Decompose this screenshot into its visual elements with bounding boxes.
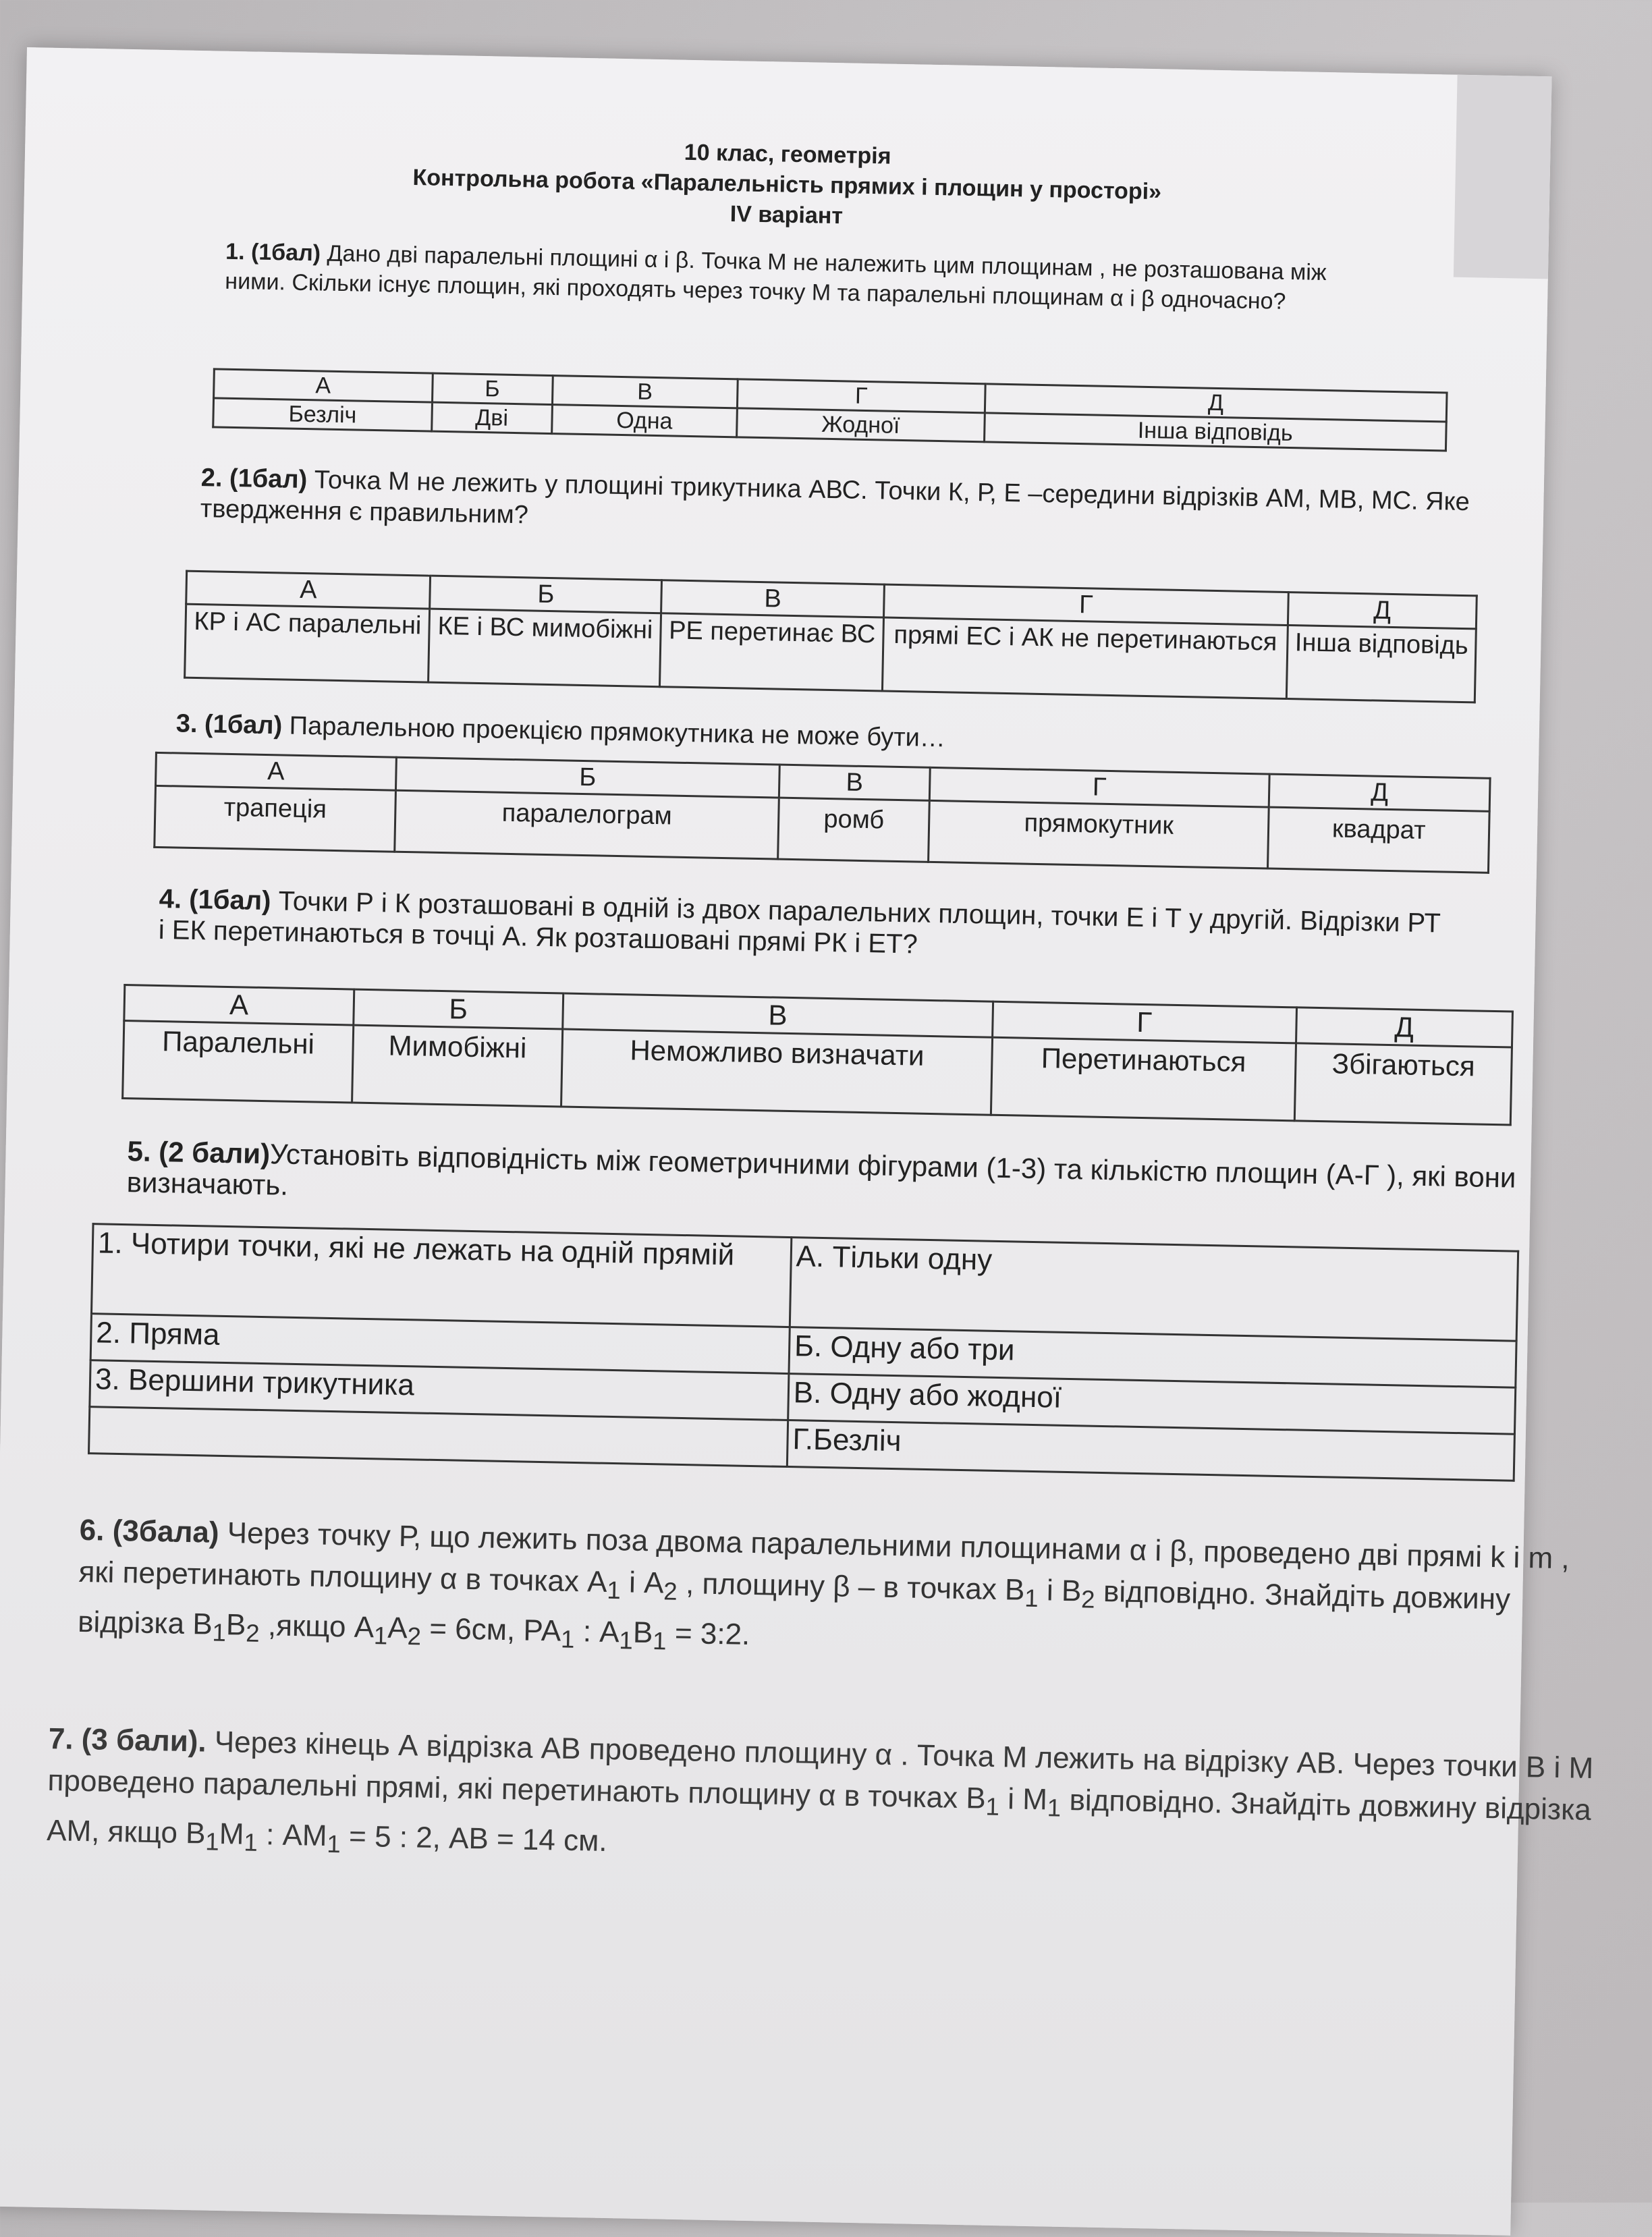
answer-header: Д (1296, 1007, 1512, 1047)
question-4-answers-table (121, 984, 1514, 1126)
answer-header: Д (1269, 774, 1490, 811)
header-class-subject: 10 клас, геометрія (684, 139, 891, 169)
question-6-number: 6. (3бала) (79, 1513, 220, 1549)
question-5-number: 5. (2 бали) (127, 1135, 271, 1170)
question-1-number: 1. (1бал) (225, 238, 321, 267)
answer-option: прямокутник (929, 800, 1269, 868)
answer-option: паралелограм (395, 790, 779, 859)
answer-header: Г (929, 767, 1269, 807)
answer-option: прямі ЕС і АК не перетинаються (883, 617, 1288, 698)
matching-left-cell: 3. Вершини трикутника (90, 1360, 789, 1420)
answer-header: А (124, 985, 354, 1026)
header-variant: IV варіант (729, 201, 844, 229)
question-4 (158, 883, 1441, 970)
answer-header: В (552, 376, 738, 408)
answer-header: А (156, 752, 397, 790)
answer-option: Інша відповідь (984, 413, 1446, 451)
question-2-text: Точка М не лежить у площині трикутника АВС. Точки К, Р, Е –середини відрізків АМ, МВ, МС. Яке твердження є правильним? (200, 466, 1470, 530)
question-7-number: 7. (3 бали). (48, 1722, 207, 1759)
question-6-text: Через точку Р, що лежить поза двома паралельними площинами α і β, проведено дві прямі k і m , які перетинають площину α в точках А (78, 1516, 1570, 1599)
answer-header: Г (884, 584, 1289, 625)
question-3 (175, 708, 1323, 761)
answer-option: Жодної (737, 408, 985, 442)
question-1-answers-table (212, 368, 1448, 451)
matching-right-cell: В. Одну або жодної (788, 1374, 1516, 1435)
answer-header: В (779, 765, 930, 800)
answer-option: Перетинаються (991, 1037, 1296, 1121)
question-2-answers-table (184, 570, 1478, 704)
answer-option: РЕ перетинає ВС (660, 613, 884, 691)
answer-option: Неможливо визначати (561, 1029, 992, 1115)
answer-option: трапеція (155, 785, 395, 852)
answer-header: Б (430, 576, 662, 613)
answer-header: Б (432, 373, 553, 404)
answer-option: ромб (778, 798, 930, 862)
question-5-text: Установіть відповідність між геометричними фігурами (1-3) та кількістю площин (А-Г ), які вони визначають. (126, 1138, 1516, 1201)
header-test-title: Контрольна робота «Паралельність прямих і площин у просторі» (412, 165, 1162, 205)
answer-option: Мимобіжні (352, 1025, 562, 1107)
answer-header: А (214, 369, 433, 402)
answer-header: Д (1288, 592, 1477, 629)
question-2-number: 2. (1бал) (200, 464, 308, 495)
answer-option: квадрат (1268, 807, 1489, 873)
answer-option: Паралельні (123, 1021, 354, 1103)
answer-option: Безліч (213, 398, 432, 431)
answer-header: Д (985, 384, 1447, 422)
question-1-text: Дано дві паралельні площині α і β. Точка М не належить цим площинам , не розташована між ними. Скільки існує площин, які проходять через точку М та паралельні площинам α і β одночасно? (225, 240, 1327, 314)
matching-right-cell: Б. Одну або три (789, 1327, 1516, 1388)
matching-left-cell: 1. Чотири точки, які не лежать на одній прямій (91, 1224, 791, 1327)
question-3-answers-table (153, 752, 1491, 874)
question-5-matching-table (88, 1223, 1519, 1482)
question-3-number: 3. (1бал) (175, 709, 283, 740)
answer-header: А (186, 571, 431, 609)
answer-header: Б (354, 989, 563, 1029)
answer-option: Дві (431, 402, 552, 433)
answer-option: КЕ і ВС мимобіжні (429, 609, 661, 687)
answer-option: Одна (551, 405, 737, 437)
matching-left-cell: 2. Пряма (90, 1314, 790, 1374)
answer-header: В (661, 580, 885, 617)
matching-right-cell: А. Тільки одну (790, 1238, 1518, 1342)
worksheet-page (0, 47, 1594, 2236)
answer-option: Збігаються (1294, 1043, 1512, 1125)
question-5 (126, 1136, 1558, 1225)
answer-option: Інша відповідь (1286, 626, 1476, 702)
answer-option: КР і АС паралельні (185, 604, 430, 682)
answer-header: Б (395, 757, 779, 798)
matching-right-cell: Г.Безліч (787, 1420, 1514, 1481)
question-7: 7. (3 бали). Через кінець А відрізка АВ проведено площину α . Точка М лежить на відрізку АВ. Через точки В і М проведено паралельні прямі, які перетинають площину α в точках $В_1$ і $М_1$ відповідно. Знайдіть довжину відрізка АМ, якщо $В_1М_1$ : $АМ_1 = 5$ : 2, АВ = 14 см. (46, 1722, 1594, 1858)
question-6: 6. (3бала) Через точку Р, що лежить поза двома паралельними площинами α і β, проведено дві прямі k і m , які перетинають площину α в точках $А_1$ і $А_2$ , площину β – в точках $В_1$ і $В_2$ відповідно. Знайдіть довжину відрізка $В_1В_2$ ,якщо $А_1А_2 = 6см$, $РА_1$ : $А_1В_1$ = 3:2. (77, 1513, 1570, 1655)
answer-header: Г (992, 1001, 1296, 1043)
question-4-number: 4. (1бал) (159, 883, 271, 916)
question-2 (200, 462, 1523, 550)
question-3-text: Паралельною проекцією прямокутника не може бути… (281, 711, 946, 753)
question-1 (225, 237, 1373, 319)
answer-header: Г (738, 379, 985, 413)
question-4-text: Точки Р і К розташовані в одній із двох паралельних площин, точки Е і Т у другій. Відрізки РТ і ЕК перетинаються в точці А. Як розташовані прямі РК і ЕТ? (158, 886, 1441, 960)
answer-header: В (563, 993, 993, 1037)
question-7-text: Через кінець А відрізка АВ проведено площину α . Точка М лежить на відрізку АВ. Через точки В і М проведено паралельні прямі, які перетинають площину α в точках В (47, 1725, 1594, 1815)
